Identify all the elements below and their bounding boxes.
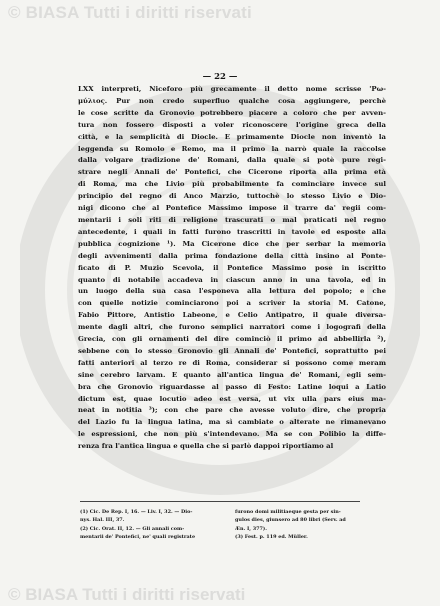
text-line: fatti anteriori al terzo re di Roma, considerar si possono come meram bbox=[78, 358, 386, 367]
footnotes-left-column bbox=[80, 508, 225, 542]
text-line: quanto di notabile accadeva in ciascun anno in una tavola, ed in bbox=[78, 275, 386, 284]
text-line: strare negli Annali de' Pontefici, che Cicerone riporta alla prima età bbox=[78, 168, 386, 177]
footnotes-right-column bbox=[235, 508, 380, 542]
footnote-line: Æn. I, 377). bbox=[235, 525, 267, 532]
text-line: tura non fossero disposti a voler riconoscere l'origine greca della bbox=[78, 120, 386, 129]
text-line: le cose scritte da Gronovio potrebbero piacere a coloro che per avven- bbox=[78, 108, 386, 117]
text-line: le espressioni, che non più s'intendevano. Ma se con Polibio la diffe- bbox=[78, 430, 386, 439]
text-line: di Roma, ma che Livio più probabilmente fa cominciare invece sul bbox=[78, 180, 386, 189]
text-line: antecedente, i quali in fatti furono trascritti in tavole ed esposte alla bbox=[78, 227, 386, 236]
footnote-line: gulos dies, giunsero ad 80 libri (Serv. ad bbox=[235, 517, 346, 524]
watermark-top: © BIASA Tutti i diritti riservati bbox=[8, 3, 252, 22]
text-line: dalla volgare tradizione de' Romani, dalla quale si potè pure regi- bbox=[78, 156, 386, 165]
text-line: μύλιος. Pur non credo superfluo qualche cosa aggiungere, perchè bbox=[78, 96, 386, 105]
footnote-line: (3) Fest. p. 119 ed. Müller. bbox=[235, 534, 308, 541]
text-line: leggenda su Romolo e Remo, ma il primo la narrò quale la raccolse bbox=[78, 144, 386, 153]
text-line: renza fra l'antica lingua e quella che si parlò dappoi riportiamo al bbox=[78, 442, 334, 451]
text-line: sebbene con lo stesso Gronovio gli Annali de' Pontefici, soprattutto pei bbox=[78, 346, 386, 355]
text-line: degli avvenimenti dalla prima fondazione della città insino al Ponte- bbox=[78, 251, 386, 260]
text-line: Grecia, con gli ornamenti del dire cominciò il primo ad abbellirla ²), bbox=[78, 335, 386, 344]
text-line: dictum est, quae locutio adeo est versa, ut vix ulla pars eius ma- bbox=[78, 394, 386, 403]
text-line: ficato di P. Muzio Scevola, il Pontefice Massimo pose in iscritto bbox=[78, 263, 386, 272]
footnote-rule bbox=[80, 501, 360, 502]
text-line: neat in notitia ³); con che pare che avesse voluto dire, che propria bbox=[78, 406, 386, 415]
text-line: mentarii i soli riti di religione trascurati o mal praticati nel regno bbox=[78, 215, 386, 224]
text-line: LXX interpreti, Niceforo più grecamente il detto nome scrisse 'Pω- bbox=[78, 85, 386, 93]
footnote-line: nys. Hal. III, 37. bbox=[80, 517, 125, 524]
text-line: pubblica cognizione ¹). Ma Cicerone dice che per serbar la memoria bbox=[78, 239, 386, 248]
text-line: sine cerebro larvam. E quanto all'antica lingua de' Romani, egli sem- bbox=[78, 370, 386, 379]
text-line: nigi dicono che al Pontefice Massimo impose il trarre da' regii com- bbox=[78, 204, 386, 213]
text-line: del Lazio fu la lingua latina, ma sì cambiate o alterate ne rimanevano bbox=[78, 418, 386, 427]
main-text bbox=[78, 84, 386, 453]
text-line: principio del regno di Anco Marzio, tuttochè lo stesso Livio e Dio- bbox=[78, 192, 386, 201]
text-line: Fabio Pittore, Antistio Labeone, e Celio Antipatro, il quale diversa- bbox=[78, 311, 386, 320]
text-line: un luogo della sua casa l'esponeva alla lettura del popolo; e che bbox=[78, 287, 386, 296]
text-line: mente dagli altri, che furono semplici narratori come i logografi della bbox=[78, 323, 386, 332]
footnotes bbox=[80, 508, 380, 542]
page-number: — 22 — bbox=[202, 72, 238, 82]
footnote-line: mentarii de' Pontefici, ne' quali registrate bbox=[80, 534, 196, 541]
text-line: città, e la semplicità di Diocle. E primamente Diocle non inventò la bbox=[78, 132, 386, 141]
text-line: bra che Gronovio riguardasse al passo di Festo: Latine loqui a Latio bbox=[78, 382, 386, 391]
footnote-line: (2) Cic. Orat. II, 12. — Gli annali com- bbox=[80, 525, 185, 532]
footnote-line: (1) Cic. De Rep. I, 16. — Liv. I, 32. — Dio- bbox=[80, 509, 193, 515]
watermark-bottom: © BIASA Tutti i diritti riservati bbox=[8, 585, 246, 604]
footnote-line: furono domi militiaeque gesta per sin- bbox=[235, 509, 341, 515]
text-line: con quelle notizie cominciarono poi a scriver la storia M. Catone, bbox=[78, 299, 386, 308]
